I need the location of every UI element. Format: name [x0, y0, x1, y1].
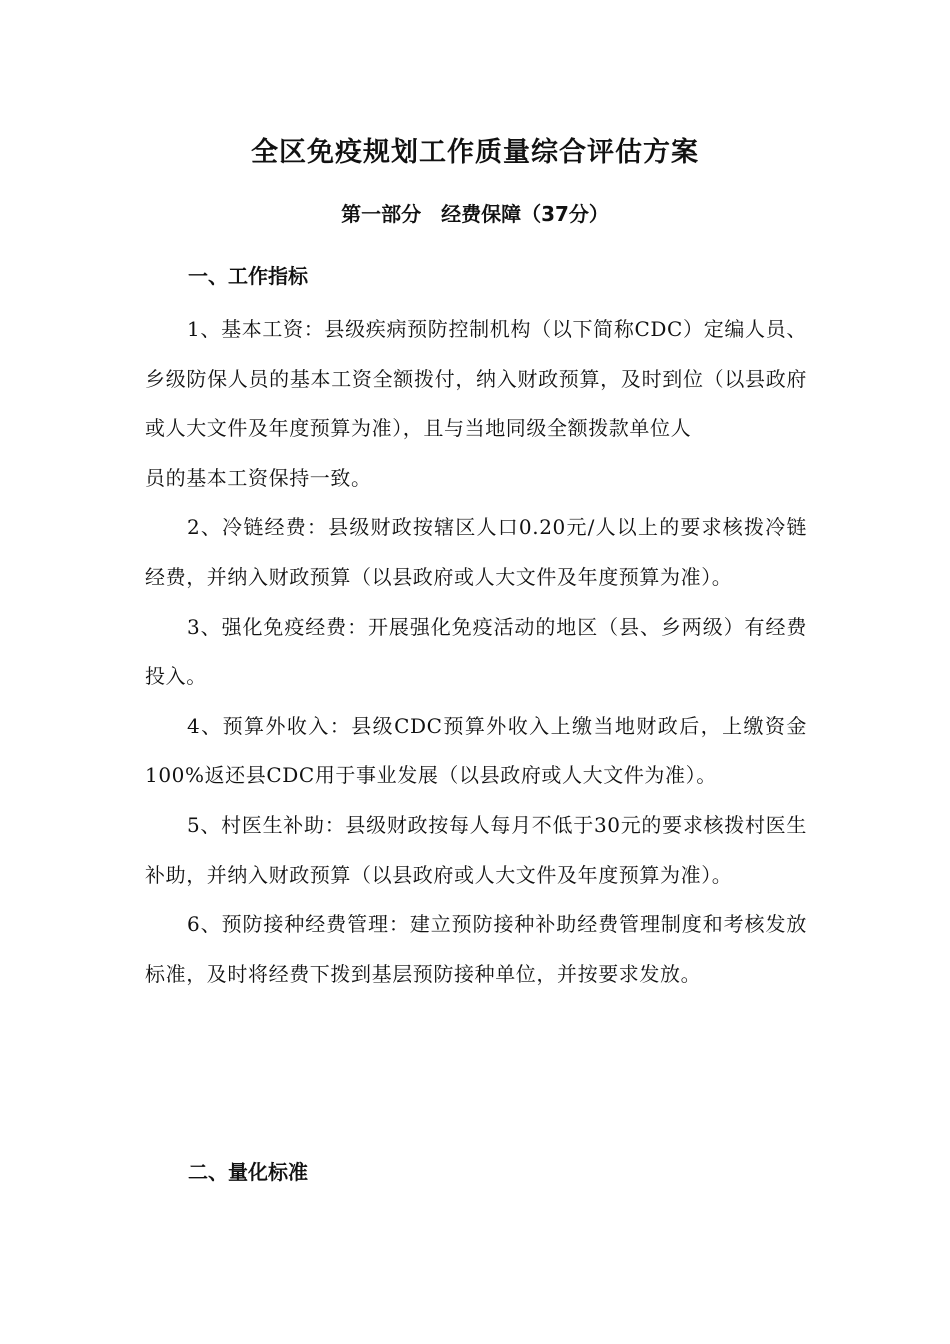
paragraph-vaccination-fund-management: 6、预防接种经费管理：建立预防接种补助经费管理制度和考核发放标准，及时将经费下拨到基层预防接种单位，并按要求发放。: [145, 912, 807, 986]
document-body: [145, 305, 807, 999]
section-heading-work-indicators: 一、工作指标: [188, 264, 308, 288]
paragraph-extra-budgetary-income: 4、预算外收入：县级CDC预算外收入上缴当地财政后，上缴资金100%返还县CDC用于事业发展（以县政府或人大文件为准）。: [145, 713, 807, 788]
paragraph-enhanced-immunization-funding: 3、强化免疫经费：开展强化免疫活动的地区（县、乡两级）有经费投入。: [145, 614, 807, 689]
paragraph-village-doctor-subsidy: 5、村医生补助：县级财政按每人每月不低于30元的要求核拨村医生补助，并纳入财政预算（以县政府或人大文件及年度预算为准）。: [145, 812, 807, 887]
section-subtitle: 第一部分 经费保障（37分）: [341, 202, 609, 226]
paragraph-basic-salary: 1、基本工资：县级疾病预防控制机构（以下简称CDC）定编人员、乡级防保人员的基本工资全额拨付，纳入财政预算，及时到位（以县政府或人大文件及年度预算为准），且与当地同级全额拨款单位人: [145, 317, 807, 441]
document-title: 全区免疫规划工作质量综合评估方案: [251, 137, 699, 168]
paragraph-basic-salary-continued: 员的基本工资保持一致。: [145, 465, 372, 490]
section-heading-quantitative-standards: 二、量化标准: [188, 1160, 308, 1184]
paragraph-cold-chain-funding: 2、冷链经费：县级财政按辖区人口0.20元/人以上的要求核拨冷链经费，并纳入财政预算（以县政府或人大文件及年度预算为准）。: [145, 515, 807, 589]
